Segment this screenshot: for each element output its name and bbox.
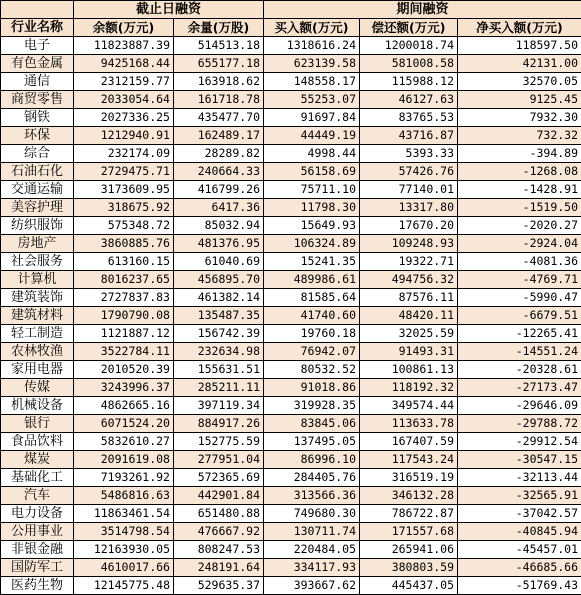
- buy-amount-cell: 313566.36: [264, 487, 360, 505]
- repay-amount-cell: 316519.19: [360, 469, 458, 487]
- volume-cell: 61040.69: [174, 253, 264, 271]
- balance-cell: 7193261.92: [74, 469, 174, 487]
- industry-name-cell: 钢铁: [1, 109, 74, 127]
- industry-name-cell: 计算机: [1, 271, 74, 289]
- repay-amount-cell: 380803.59: [360, 559, 458, 577]
- table-row: [1, 451, 581, 469]
- volume-cell: 156742.39: [174, 325, 264, 343]
- net-buy-cell: -4081.36: [458, 253, 581, 271]
- industry-name-cell: 建筑材料: [1, 307, 74, 325]
- balance-cell: 3173609.95: [74, 181, 174, 199]
- balance-cell: 12163930.05: [74, 541, 174, 559]
- buy-amount-cell: 11798.30: [264, 199, 360, 217]
- table-row: [1, 271, 581, 289]
- repay-amount-cell: 5393.33: [360, 145, 458, 163]
- buy-amount-cell: 75711.10: [264, 181, 360, 199]
- repay-amount-cell: 48420.11: [360, 307, 458, 325]
- buy-amount-cell: 393667.62: [264, 577, 360, 595]
- table-row: [1, 253, 581, 271]
- buy-amount-cell: 44449.19: [264, 127, 360, 145]
- net-buy-cell: -32565.91: [458, 487, 581, 505]
- repay-amount-cell: 118192.32: [360, 379, 458, 397]
- net-buy-cell: -45457.01: [458, 541, 581, 559]
- balance-cell: 232174.09: [74, 145, 174, 163]
- buy-amount-cell: 91018.86: [264, 379, 360, 397]
- net-buy-cell: -14551.24: [458, 343, 581, 361]
- repay-amount-cell: 115988.12: [360, 73, 458, 91]
- balance-cell: 1121887.12: [74, 325, 174, 343]
- net-buy-cell: -30547.15: [458, 451, 581, 469]
- balance-cell: 2033054.64: [74, 91, 174, 109]
- volume-cell: 435477.70: [174, 109, 264, 127]
- volume-cell: 442901.84: [174, 487, 264, 505]
- net-buy-cell: -5990.47: [458, 289, 581, 307]
- volume-cell: 285211.11: [174, 379, 264, 397]
- balance-cell: 12145775.48: [74, 577, 174, 595]
- net-buy-cell: -1428.91: [458, 181, 581, 199]
- repay-amount-cell: 83765.53: [360, 109, 458, 127]
- table-row: [1, 361, 581, 379]
- repay-amount-cell: 19322.71: [360, 253, 458, 271]
- balance-cell: 1790790.08: [74, 307, 174, 325]
- group-header-period: 期间融资: [264, 1, 581, 19]
- net-buy-cell: 42131.00: [458, 55, 581, 73]
- repay-amount-cell: 117543.24: [360, 451, 458, 469]
- net-buy-cell: 7932.30: [458, 109, 581, 127]
- repay-amount-cell: 1200018.74: [360, 37, 458, 55]
- buy-amount-cell: 15241.35: [264, 253, 360, 271]
- net-buy-cell: -29788.72: [458, 415, 581, 433]
- buy-amount-cell: 76942.07: [264, 343, 360, 361]
- volume-cell: 155631.51: [174, 361, 264, 379]
- repay-amount-cell: 581008.58: [360, 55, 458, 73]
- repay-amount-cell: 32025.59: [360, 325, 458, 343]
- repay-amount-cell: 349574.44: [360, 397, 458, 415]
- col-header-repay: 偿还额(万元): [360, 19, 458, 37]
- balance-cell: 2727837.83: [74, 289, 174, 307]
- repay-amount-cell: 109248.93: [360, 235, 458, 253]
- net-buy-cell: 732.32: [458, 127, 581, 145]
- industry-name-cell: 纺织服饰: [1, 217, 74, 235]
- net-buy-cell: -37042.57: [458, 505, 581, 523]
- repay-amount-cell: 57426.76: [360, 163, 458, 181]
- buy-amount-cell: 19760.18: [264, 325, 360, 343]
- industry-name-cell: 综合: [1, 145, 74, 163]
- repay-amount-cell: 265941.06: [360, 541, 458, 559]
- industry-name-cell: 机械设备: [1, 397, 74, 415]
- buy-amount-cell: 15649.93: [264, 217, 360, 235]
- volume-cell: 481376.95: [174, 235, 264, 253]
- industry-name-cell: 农林牧渔: [1, 343, 74, 361]
- net-buy-cell: -2924.04: [458, 235, 581, 253]
- table-row: [1, 307, 581, 325]
- balance-cell: 3860885.76: [74, 235, 174, 253]
- net-buy-cell: 32570.05: [458, 73, 581, 91]
- industry-name-cell: 房地产: [1, 235, 74, 253]
- net-buy-cell: -51769.43: [458, 577, 581, 595]
- repay-amount-cell: 786722.87: [360, 505, 458, 523]
- repay-amount-cell: 46127.63: [360, 91, 458, 109]
- repay-amount-cell: 77140.01: [360, 181, 458, 199]
- col-header-buy: 买入额(万元): [264, 19, 360, 37]
- group-header-end-of-day: 截止日融资: [74, 1, 264, 19]
- buy-amount-cell: 284405.76: [264, 469, 360, 487]
- buy-amount-cell: 749680.30: [264, 505, 360, 523]
- column-header-row: [1, 19, 581, 37]
- table-row: [1, 181, 581, 199]
- buy-amount-cell: 1318616.24: [264, 37, 360, 55]
- industry-name-cell: 煤炭: [1, 451, 74, 469]
- industry-name-cell: 基础化工: [1, 469, 74, 487]
- table-row: [1, 415, 581, 433]
- buy-amount-cell: 489986.61: [264, 271, 360, 289]
- buy-amount-cell: 319928.35: [264, 397, 360, 415]
- volume-cell: 277951.04: [174, 451, 264, 469]
- industry-name-cell: 有色金属: [1, 55, 74, 73]
- repay-amount-cell: 171557.68: [360, 523, 458, 541]
- industry-name-cell: 医药生物: [1, 577, 74, 595]
- table-row: [1, 505, 581, 523]
- volume-cell: 514513.18: [174, 37, 264, 55]
- volume-cell: 655177.18: [174, 55, 264, 73]
- table-row: [1, 577, 581, 595]
- industry-name-cell: 非银金融: [1, 541, 74, 559]
- net-buy-cell: -29646.09: [458, 397, 581, 415]
- volume-cell: 135487.35: [174, 307, 264, 325]
- industry-name-cell: 传媒: [1, 379, 74, 397]
- buy-amount-cell: 81585.64: [264, 289, 360, 307]
- volume-cell: 161718.78: [174, 91, 264, 109]
- table-row: [1, 163, 581, 181]
- buy-amount-cell: 130711.74: [264, 523, 360, 541]
- repay-amount-cell: 100861.13: [360, 361, 458, 379]
- industry-name-cell: 通信: [1, 73, 74, 91]
- buy-amount-cell: 83845.06: [264, 415, 360, 433]
- balance-cell: 2729475.71: [74, 163, 174, 181]
- repay-amount-cell: 113633.78: [360, 415, 458, 433]
- net-buy-cell: -1268.08: [458, 163, 581, 181]
- industry-name-cell: 汽车: [1, 487, 74, 505]
- volume-cell: 248191.64: [174, 559, 264, 577]
- industry-name-cell: 交通运输: [1, 181, 74, 199]
- table-row: [1, 343, 581, 361]
- balance-cell: 3522784.11: [74, 343, 174, 361]
- industry-name-cell: 电子: [1, 37, 74, 55]
- col-header-balance: 余额(万元): [74, 19, 174, 37]
- balance-cell: 2010520.39: [74, 361, 174, 379]
- balance-cell: 5832610.27: [74, 433, 174, 451]
- repay-amount-cell: 167407.59: [360, 433, 458, 451]
- net-buy-cell: -27173.47: [458, 379, 581, 397]
- repay-amount-cell: 91493.31: [360, 343, 458, 361]
- net-buy-cell: 9125.45: [458, 91, 581, 109]
- table-row: [1, 145, 581, 163]
- net-buy-cell: -2020.27: [458, 217, 581, 235]
- volume-cell: 572365.69: [174, 469, 264, 487]
- buy-amount-cell: 80532.52: [264, 361, 360, 379]
- balance-cell: 4610017.66: [74, 559, 174, 577]
- industry-name-cell: 美容护理: [1, 199, 74, 217]
- table-row: [1, 73, 581, 91]
- net-buy-cell: 118597.50: [458, 37, 581, 55]
- repay-amount-cell: 17670.20: [360, 217, 458, 235]
- volume-cell: 28289.82: [174, 145, 264, 163]
- balance-cell: 5486816.63: [74, 487, 174, 505]
- volume-cell: 456895.70: [174, 271, 264, 289]
- balance-cell: 11863461.54: [74, 505, 174, 523]
- net-buy-cell: -4769.71: [458, 271, 581, 289]
- buy-amount-cell: 55253.07: [264, 91, 360, 109]
- table-row: [1, 397, 581, 415]
- balance-cell: 318675.92: [74, 199, 174, 217]
- balance-cell: 9425168.44: [74, 55, 174, 73]
- industry-name-cell: 电力设备: [1, 505, 74, 523]
- repay-amount-cell: 13317.80: [360, 199, 458, 217]
- buy-amount-cell: 91697.84: [264, 109, 360, 127]
- net-buy-cell: -29912.54: [458, 433, 581, 451]
- volume-cell: 163918.62: [174, 73, 264, 91]
- buy-amount-cell: 137495.05: [264, 433, 360, 451]
- repay-amount-cell: 43716.87: [360, 127, 458, 145]
- balance-cell: 2312159.77: [74, 73, 174, 91]
- empty-corner-cell: [1, 1, 74, 19]
- volume-cell: 651480.88: [174, 505, 264, 523]
- volume-cell: 85032.94: [174, 217, 264, 235]
- table-row: [1, 91, 581, 109]
- balance-cell: 575348.72: [74, 217, 174, 235]
- balance-cell: 6071524.20: [74, 415, 174, 433]
- balance-cell: 11823887.39: [74, 37, 174, 55]
- buy-amount-cell: 86996.10: [264, 451, 360, 469]
- table-row: [1, 37, 581, 55]
- balance-cell: 3243996.37: [74, 379, 174, 397]
- repay-amount-cell: 494756.32: [360, 271, 458, 289]
- buy-amount-cell: 4998.44: [264, 145, 360, 163]
- net-buy-cell: -46685.66: [458, 559, 581, 577]
- industry-name-cell: 食品饮料: [1, 433, 74, 451]
- repay-amount-cell: 87576.11: [360, 289, 458, 307]
- volume-cell: 240664.33: [174, 163, 264, 181]
- volume-cell: 162489.17: [174, 127, 264, 145]
- buy-amount-cell: 106324.89: [264, 235, 360, 253]
- table-row: [1, 325, 581, 343]
- table-row: [1, 559, 581, 577]
- buy-amount-cell: 623139.58: [264, 55, 360, 73]
- volume-cell: 884917.26: [174, 415, 264, 433]
- repay-amount-cell: 346132.28: [360, 487, 458, 505]
- volume-cell: 461382.14: [174, 289, 264, 307]
- net-buy-cell: -32113.44: [458, 469, 581, 487]
- balance-cell: 2091619.08: [74, 451, 174, 469]
- industry-name-cell: 社会服务: [1, 253, 74, 271]
- industry-name-cell: 公用事业: [1, 523, 74, 541]
- balance-cell: 613160.15: [74, 253, 174, 271]
- buy-amount-cell: 220484.05: [264, 541, 360, 559]
- industry-name-cell: 建筑装饰: [1, 289, 74, 307]
- table-row: [1, 235, 581, 253]
- table-row: [1, 487, 581, 505]
- volume-cell: 808247.53: [174, 541, 264, 559]
- buy-amount-cell: 148558.17: [264, 73, 360, 91]
- volume-cell: 476667.92: [174, 523, 264, 541]
- buy-amount-cell: 56158.69: [264, 163, 360, 181]
- group-header-row: [1, 1, 581, 19]
- buy-amount-cell: 334117.93: [264, 559, 360, 577]
- col-header-industry: 行业名称: [1, 19, 74, 37]
- table-row: [1, 109, 581, 127]
- net-buy-cell: -394.89: [458, 145, 581, 163]
- net-buy-cell: -40845.94: [458, 523, 581, 541]
- balance-cell: 1212940.91: [74, 127, 174, 145]
- industry-name-cell: 环保: [1, 127, 74, 145]
- volume-cell: 232634.98: [174, 343, 264, 361]
- table-row: [1, 289, 581, 307]
- net-buy-cell: -12265.41: [458, 325, 581, 343]
- col-header-net-buy: 净买入额(万元): [458, 19, 581, 37]
- table-row: [1, 541, 581, 559]
- balance-cell: 4862665.16: [74, 397, 174, 415]
- industry-name-cell: 国防军工: [1, 559, 74, 577]
- col-header-volume: 余量(万股): [174, 19, 264, 37]
- buy-amount-cell: 41740.60: [264, 307, 360, 325]
- repay-amount-cell: 445437.05: [360, 577, 458, 595]
- volume-cell: 529635.37: [174, 577, 264, 595]
- table-row: [1, 379, 581, 397]
- net-buy-cell: -1519.50: [458, 199, 581, 217]
- volume-cell: 397119.34: [174, 397, 264, 415]
- industry-name-cell: 商贸零售: [1, 91, 74, 109]
- table-row: [1, 127, 581, 145]
- volume-cell: 152775.59: [174, 433, 264, 451]
- table-row: [1, 523, 581, 541]
- industry-name-cell: 轻工制造: [1, 325, 74, 343]
- table-row: [1, 469, 581, 487]
- volume-cell: 416799.26: [174, 181, 264, 199]
- net-buy-cell: -6679.51: [458, 307, 581, 325]
- net-buy-cell: -20328.61: [458, 361, 581, 379]
- balance-cell: 2027336.25: [74, 109, 174, 127]
- table-row: [1, 217, 581, 235]
- volume-cell: 6417.36: [174, 199, 264, 217]
- table-row: [1, 55, 581, 73]
- table-row: [1, 199, 581, 217]
- balance-cell: 3514798.54: [74, 523, 174, 541]
- table-row: [1, 433, 581, 451]
- industry-name-cell: 石油石化: [1, 163, 74, 181]
- industry-name-cell: 家用电器: [1, 361, 74, 379]
- industry-name-cell: 银行: [1, 415, 74, 433]
- balance-cell: 8016237.65: [74, 271, 174, 289]
